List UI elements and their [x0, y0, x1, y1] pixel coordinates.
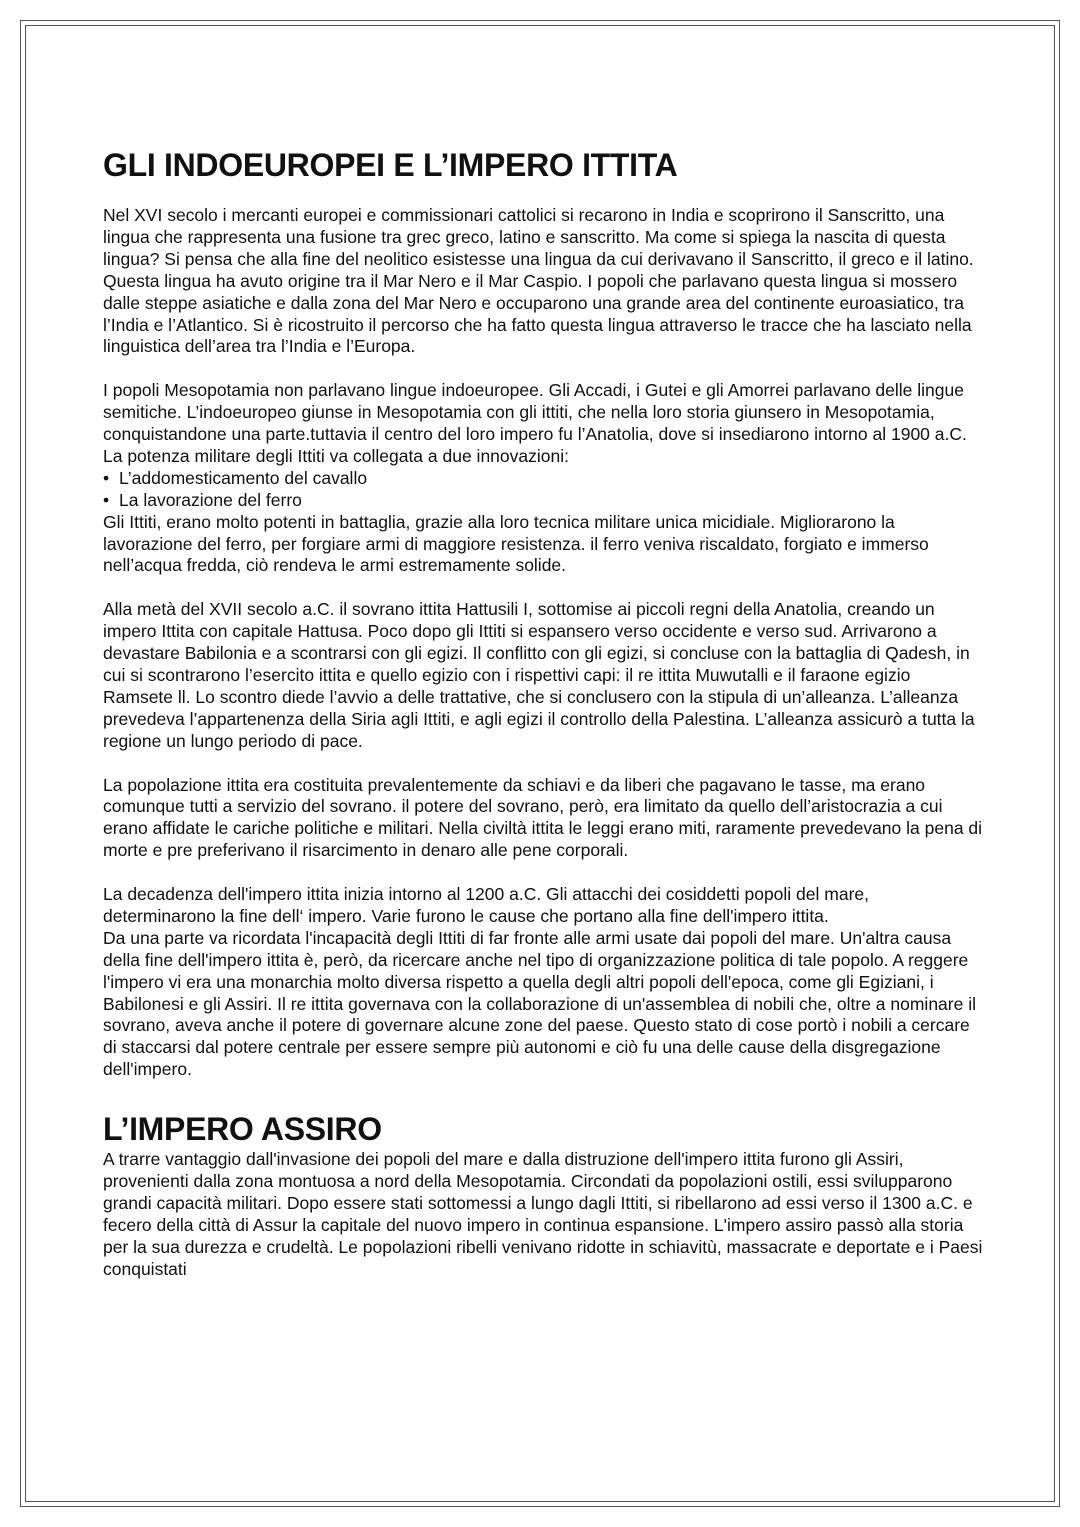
list-item: • La lavorazione del ferro: [103, 490, 983, 512]
section-title-assiro: L’IMPERO ASSIRO: [103, 1111, 382, 1148]
section-title-indoeuropei: GLI INDOEUROPEI E L’IMPERO ITTITA: [103, 147, 678, 183]
paragraph-ittiti-battaglia: Gli Ittiti, erano molto potenti in battaglia, grazie alla loro tecnica militare unica micidiale. Migliorarono la lavorazione del ferro, per forgiare armi di maggiore resistenza. il ferro veniva riscaldato, forgiato e immerso nell’acqua fredda, ciò rendeva le armi estremamente solide.: [103, 511, 929, 576]
paragraph-mesopotamia: I popoli Mesopotamia non parlavano lingue indoeuropee. Gli Accadi, i Gutei e gli Amorrei parlavano delle lingue semitiche. L’indoeuropeo giunse in Mesopotamia con gli ittiti, che nella loro storia giunsero in Mesopotamia, conquistandone una parte.tuttavia il centro del loro impero fu l’Anatolia, dove si insediarono intorno al 1900 a.C.: [103, 380, 967, 445]
paragraph-popolazione: La popolazione ittita era costituita prevalentemente da schiavi e da liberi che pagavano le tasse, ma erano comunque tutti a servizio del sovrano. il potere del sovrano, però, era limitato da quello dell’aristocrazia a cui erano affidate le cariche politiche e militari. Nella civiltà ittita le leggi erano miti, raramente prevedevano la pena di morte e pre preferivano il risarcimento in denaro alle pene corporali.: [103, 774, 983, 861]
paragraph-sanscritto: Nel XVI secolo i mercanti europei e commissionari cattolici si recarono in India e scoprirono il Sanscritto, una lingua che rappresenta una fusione tra grec greco, latino e sanscritto. Ma come si spiega la nascita di questa lingua? Si pensa che alla fine del neolitico esistesse una lingua da cui derivavano il Sanscritto, il greco e il latino. Questa lingua ha avuto origine tra il Mar Nero e il Mar Caspio. I popoli che parlavano questa lingua si mossero dalle steppe asiatiche e dalla zona del Mar Nero e occuparono una grande area del continente euroasiatico, tra l’India e l’Atlantico. Si è ricostruito il percorso che ha fatto questa lingua attraverso le tracce che ha lasciato nella linguistica dell’area tra l’India e l’Europa.: [103, 205, 974, 357]
paragraph-potenza-militare: La potenza militare degli Ittiti va collegata a due innovazioni:: [103, 445, 569, 466]
paragraph-cause: Da una parte va ricordata l'incapacità degli Ittiti di far fronte alle armi usate dai popoli del mare. Un'altra causa della fine dell'impero ittita è, però, da ricercare anche nel tipo di organizzazione politica di tale popolo. A reggere l'impero vi era una monarchia molto diversa rispetto a quella degli altri popoli dell'epoca, come gli Egiziani, i Babilonesi e gli Assiri. Il re ittita governava con la collaborazione di un'assemblea di nobili che, oltre a nominare il sovrano, aveva anche il potere di governare alcune zone del paese. Questo stato di cose portò i nobili a cercare di staccarsi dal potere centrale per essere sempre più autonomi e ciò fu una delle cause della disgregazione dell'impero.: [103, 927, 976, 1080]
paragraph-decadenza: La decadenza dell'impero ittita inizia intorno al 1200 a.C. Gli attacchi dei cosiddetti popoli del mare, determinarono la fine dell‘ impero. Varie furono le cause che portano alla fine dell'impero ittita.: [103, 884, 870, 926]
paragraph-hattusili: Alla metà del XVII secolo a.C. il sovrano ittita Hattusili I, sottomise ai piccoli regni della Anatolia, creando un impero Ittita con capitale Hattusa. Poco dopo gli Ittiti si espansero verso occidente e verso sud. Arrivarono a devastare Babilonia e a scontrarsi con gli egizi. Il conflitto con gli egizi, si concluse con la battaglia di Qadesh, in cui si scontrarono l’esercito ittita e quello egizio con i rispettivi capi: il re ittita Muwutalli e il faraone egizio Ramsete ll. Lo scontro diede l’avvio a delle trattative, che si conclusero con la stipula di un’alleanza. L’alleanza prevedeva l’appartenenza della Siria agli Ittiti, e agli egizi il controllo della Palestina. L’alleanza assicurò a tutta la regione un lungo periodo di pace.: [103, 599, 975, 751]
paragraph-assiri: A trarre vantaggio dall'invasione dei popoli del mare e dalla distruzione dell'impero ittita furono gli Assiri, provenienti dalla zona montuosa a nord della Mesopotamia. Circondati da popolazioni ostili, essi svilupparono grandi capacità militari. Dopo essere stati sottomessi a lungo dagli Ittiti, si ribellarono ad essi verso il 1300 a.C. e fecero della città di Assur la capitale del nuovo impero in continua espansione. L'impero assiro passò alla storia per la sua durezza e crudeltà. Le popolazioni ribelli venivano ridotte in schiavitù, massacrate e deportate e i Paesi conquistati: [103, 1149, 983, 1279]
list-item: • L’addomesticamento del cavallo: [103, 468, 983, 490]
document-body: [103, 145, 983, 1281]
innovations-list: [103, 468, 983, 512]
